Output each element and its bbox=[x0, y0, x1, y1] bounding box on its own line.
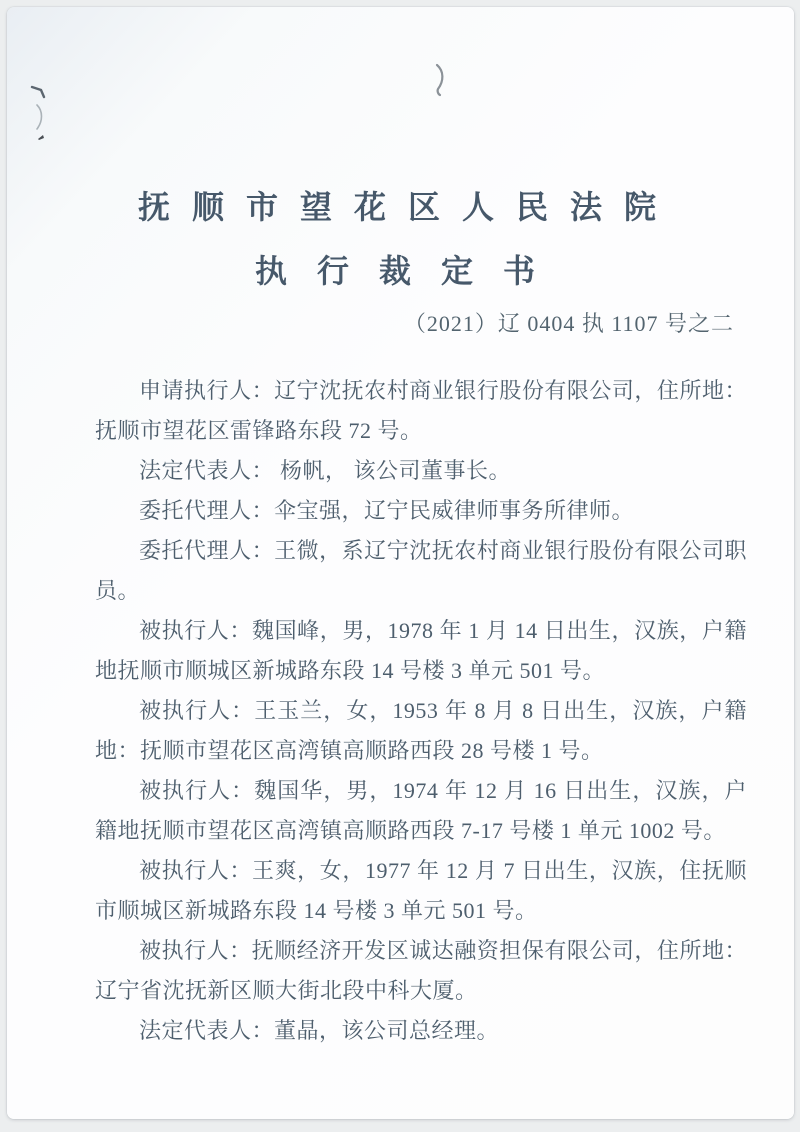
paragraph: 被执行人：王玉兰，女，1953 年 8 月 8 日出生，汉族，户籍地：抚顺市望花区高湾镇高顺路西段 28 号楼 1 号。 bbox=[95, 698, 747, 763]
court-name-heading: 抚 顺 市 望 花 区 人 民 法 院 bbox=[137, 189, 663, 225]
paragraph: 申请执行人：辽宁沈抚农村商业银行股份有限公司，住所地：抚顺市望花区雷锋路东段 72 号。 bbox=[95, 378, 747, 443]
paragraph: 被执行人：魏国华，男，1974 年 12 月 16 日出生，汉族，户籍地抚顺市望花区高湾镇高顺路西段 7-17 号楼 1 单元 1002 号。 bbox=[95, 778, 747, 843]
document-title: 执 行 裁 定 书 bbox=[254, 253, 546, 289]
document-body bbox=[95, 371, 747, 1051]
paragraph: 法定代表人：董晶，该公司总经理。 bbox=[139, 1018, 500, 1043]
scan-artifact-dot bbox=[35, 132, 47, 142]
paragraph: 被执行人：魏国峰，男，1978 年 1 月 14 日出生，汉族，户籍地抚顺市顺城区新城路东段 14 号楼 3 单元 501 号。 bbox=[95, 618, 747, 683]
paragraph: 法定代表人： 杨帆， 该公司董事长。 bbox=[139, 458, 512, 483]
paragraph: 委托代理人：伞宝强，辽宁民威律师事务所律师。 bbox=[139, 498, 635, 523]
document-page bbox=[7, 7, 794, 1119]
scan-artifact-curl bbox=[33, 103, 47, 131]
case-number: （2021）辽 0404 执 1107 号之二 bbox=[403, 311, 734, 336]
paragraph: 委托代理人：王微，系辽宁沈抚农村商业银行股份有限公司职员。 bbox=[95, 538, 747, 603]
scan-artifact-tick bbox=[29, 83, 51, 103]
scan-artifact-squiggle bbox=[431, 63, 449, 97]
paragraph: 被执行人：抚顺经济开发区诚达融资担保有限公司，住所地：辽宁省沈抚新区顺大街北段中科大厦。 bbox=[95, 938, 747, 1003]
paragraph: 被执行人：王爽，女，1977 年 12 月 7 日出生，汉族，住抚顺市顺城区新城路东段 14 号楼 3 单元 501 号。 bbox=[95, 858, 747, 923]
